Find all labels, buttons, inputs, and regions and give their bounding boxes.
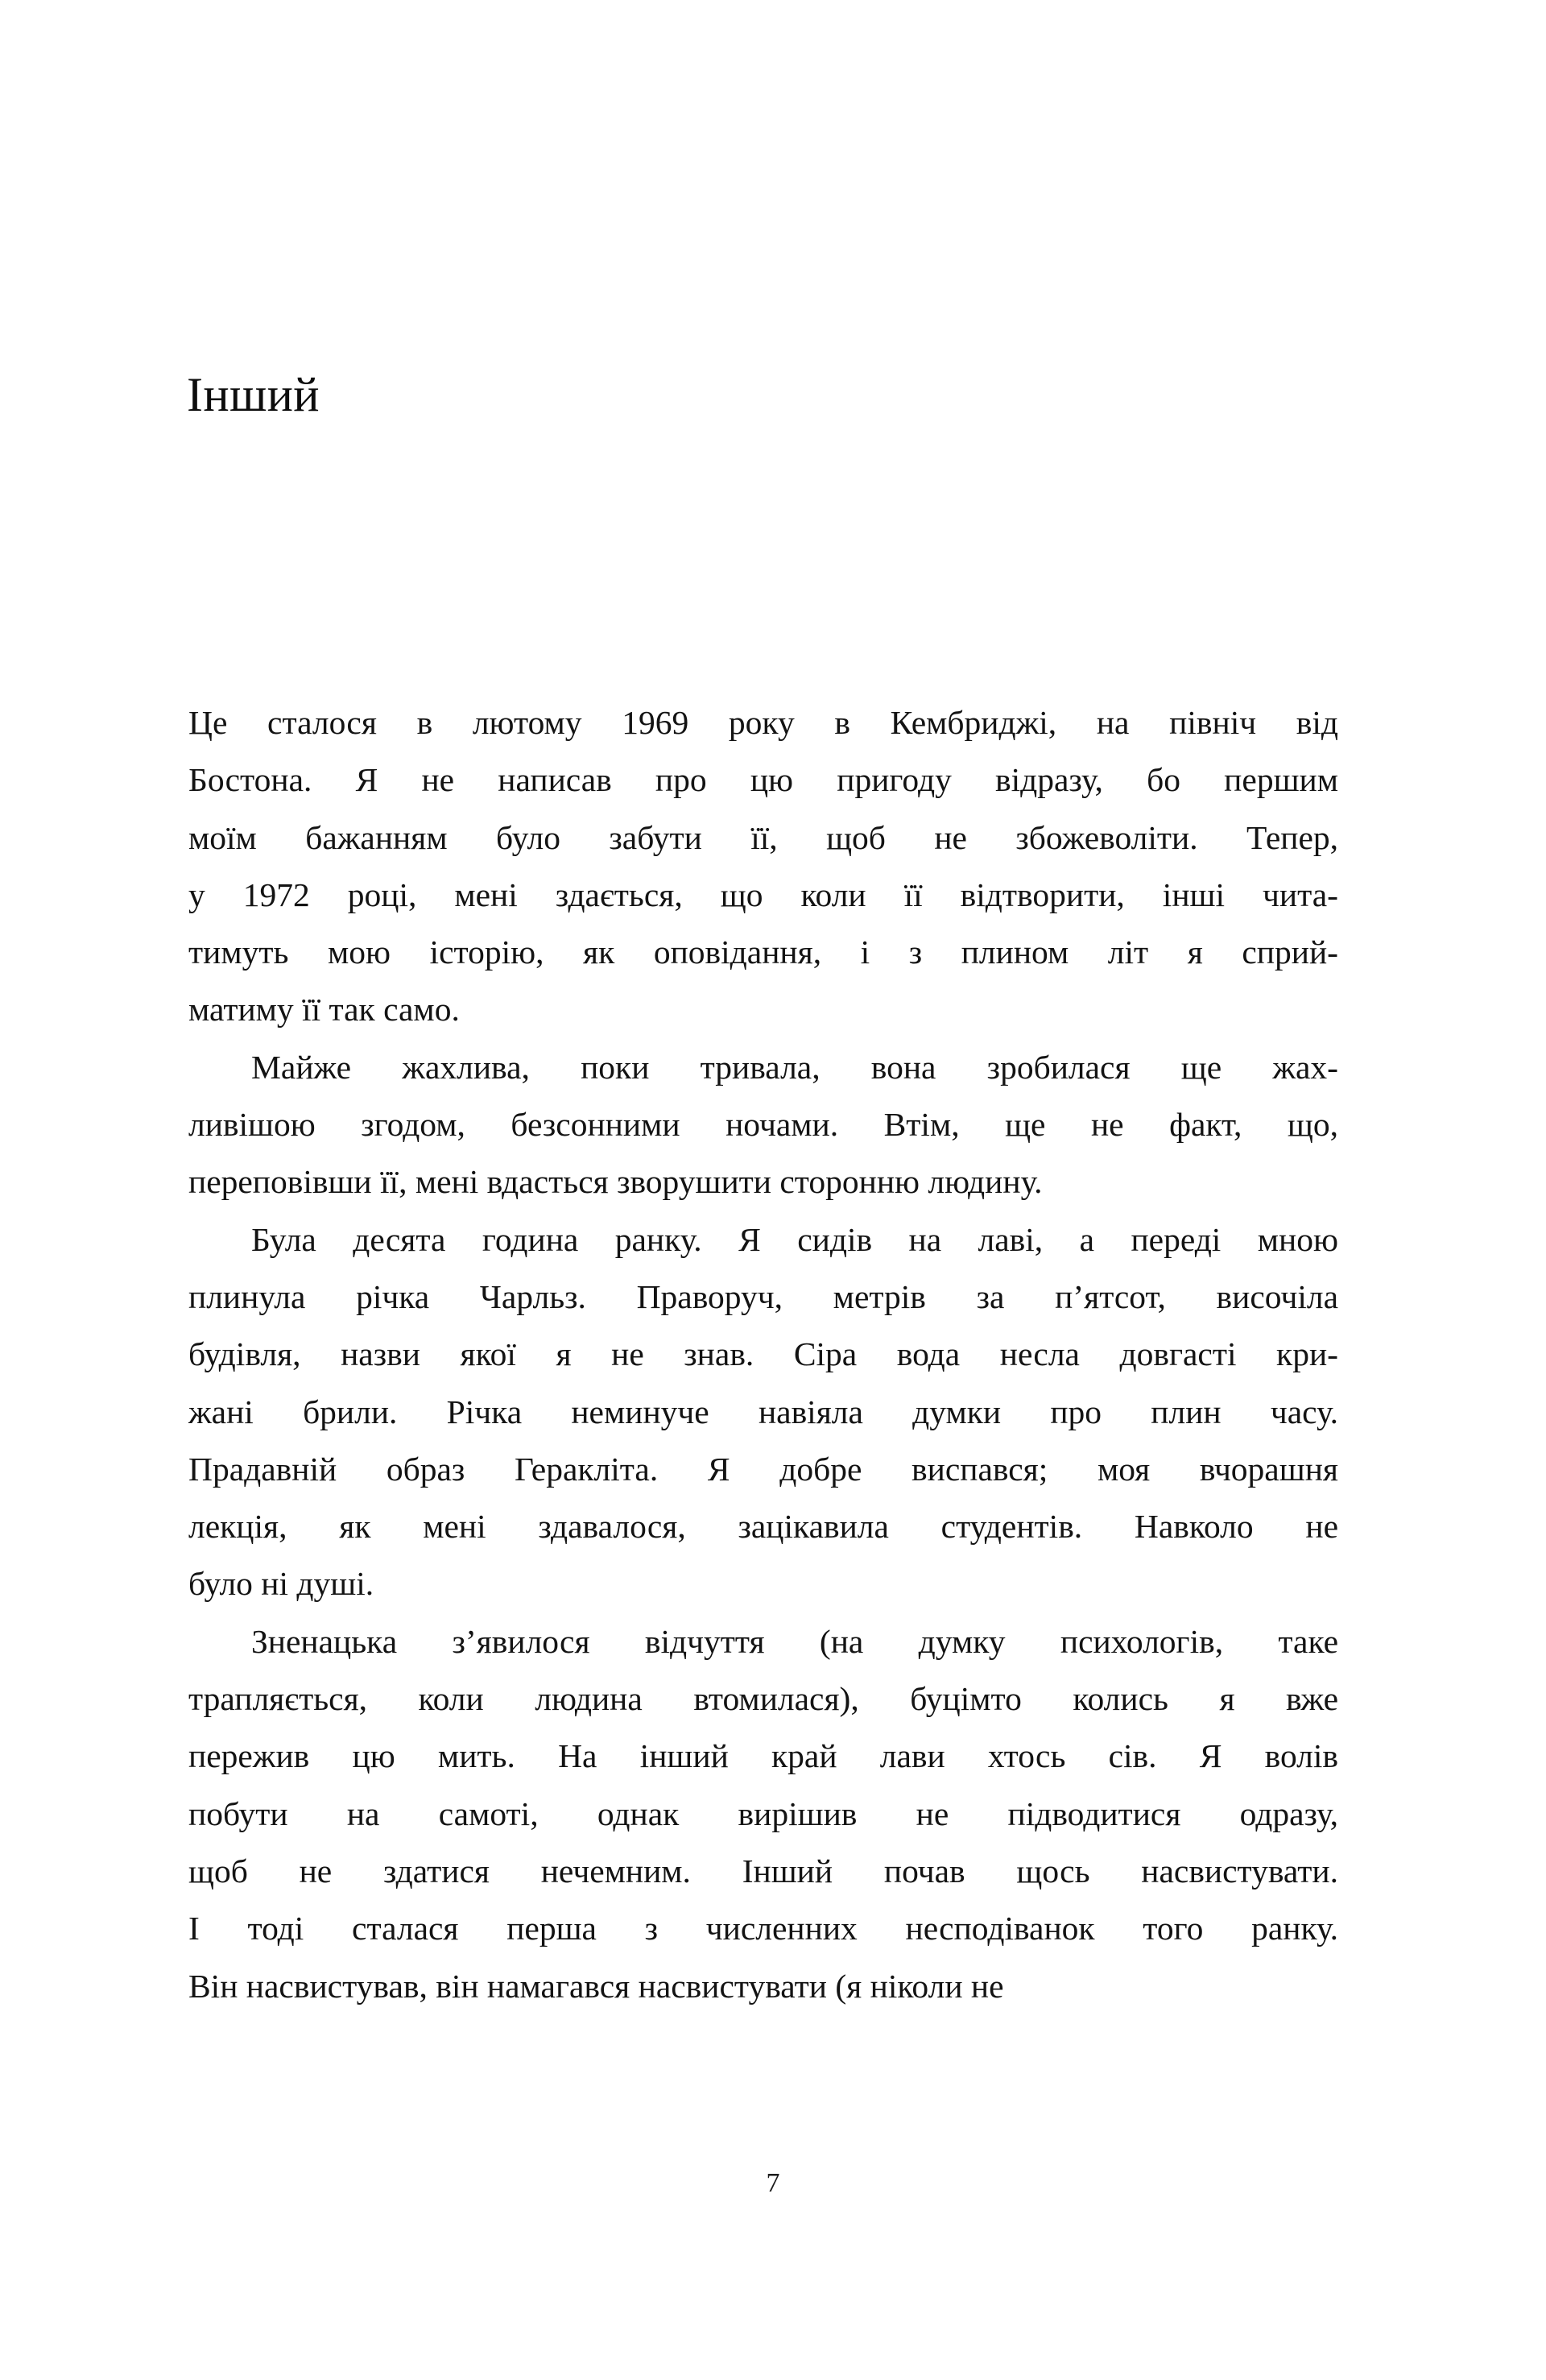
text-line: плинула річка Чарльз. Праворуч, метрів за п’ятсот, височіла — [188, 1277, 1338, 1315]
body-text-block — [188, 694, 1338, 2015]
text-line: жані брили. Річка неминуче навіяла думки про плин часу. — [188, 1393, 1338, 1430]
text-line: тимуть мою історію, як оповідання, і з плином літ я сприй- — [188, 933, 1338, 971]
text-line: Він насвистував, він намагався насвистувати (я ніколи не — [188, 1967, 1004, 2005]
text-line: Була десята година ранку. Я сидів на лаві, а переді мною — [251, 1220, 1338, 1258]
paragraph — [188, 1613, 1338, 2015]
text-line: Прадавній образ Геракліта. Я добре виспався; моя вчорашня — [188, 1450, 1338, 1488]
text-line: будівля, назви якої я не знав. Сіра вода несла довгасті кри- — [188, 1335, 1338, 1373]
text-line: переповівши її, мені вдасться зворушити сторонню людину. — [188, 1163, 1043, 1201]
text-line: лекція, як мені здавалося, зацікавила студентів. Навколо не — [188, 1508, 1338, 1546]
text-line: було ні душі. — [188, 1565, 374, 1603]
text-line: побути на самоті, однак вирішив не підводитися одразу, — [188, 1794, 1338, 1832]
text-line: Це сталося в лютому 1969 року в Кембриджі, на північ від — [188, 704, 1338, 741]
paragraph — [188, 694, 1338, 1039]
paragraph — [188, 1211, 1338, 1613]
paragraph — [188, 1039, 1338, 1211]
text-line: трапляється, коли людина втомилася), буцімто колись я вже — [188, 1680, 1338, 1718]
text-line: Майже жахлива, поки тривала, вона зробилася ще жах- — [251, 1048, 1338, 1086]
text-line: ливішою згодом, безсонними ночами. Втім, ще не факт, що, — [188, 1106, 1338, 1144]
chapter-title: Інший — [187, 368, 320, 422]
page-number: 7 — [766, 2168, 780, 2198]
text-line: матиму її так само. — [188, 991, 460, 1029]
text-line: Зненацька з’явилося відчуття (на думку психологів, таке — [251, 1622, 1338, 1660]
text-line: щоб не здатися нечемним. Інший почав щось насвистувати. — [188, 1852, 1338, 1890]
text-line: Бостона. Я не написав про цю пригоду відразу, бо першим — [188, 761, 1338, 799]
text-line: у 1972 році, мені здається, що коли її відтворити, інші чита- — [188, 875, 1338, 913]
text-line: І тоді сталася перша з численних несподіванок того ранку. — [188, 1910, 1338, 1947]
text-line: моїм бажанням було забути її, щоб не збожеволіти. Тепер, — [188, 818, 1338, 856]
text-line: пережив цю мить. На інший край лави хтось сів. Я волів — [188, 1737, 1338, 1775]
